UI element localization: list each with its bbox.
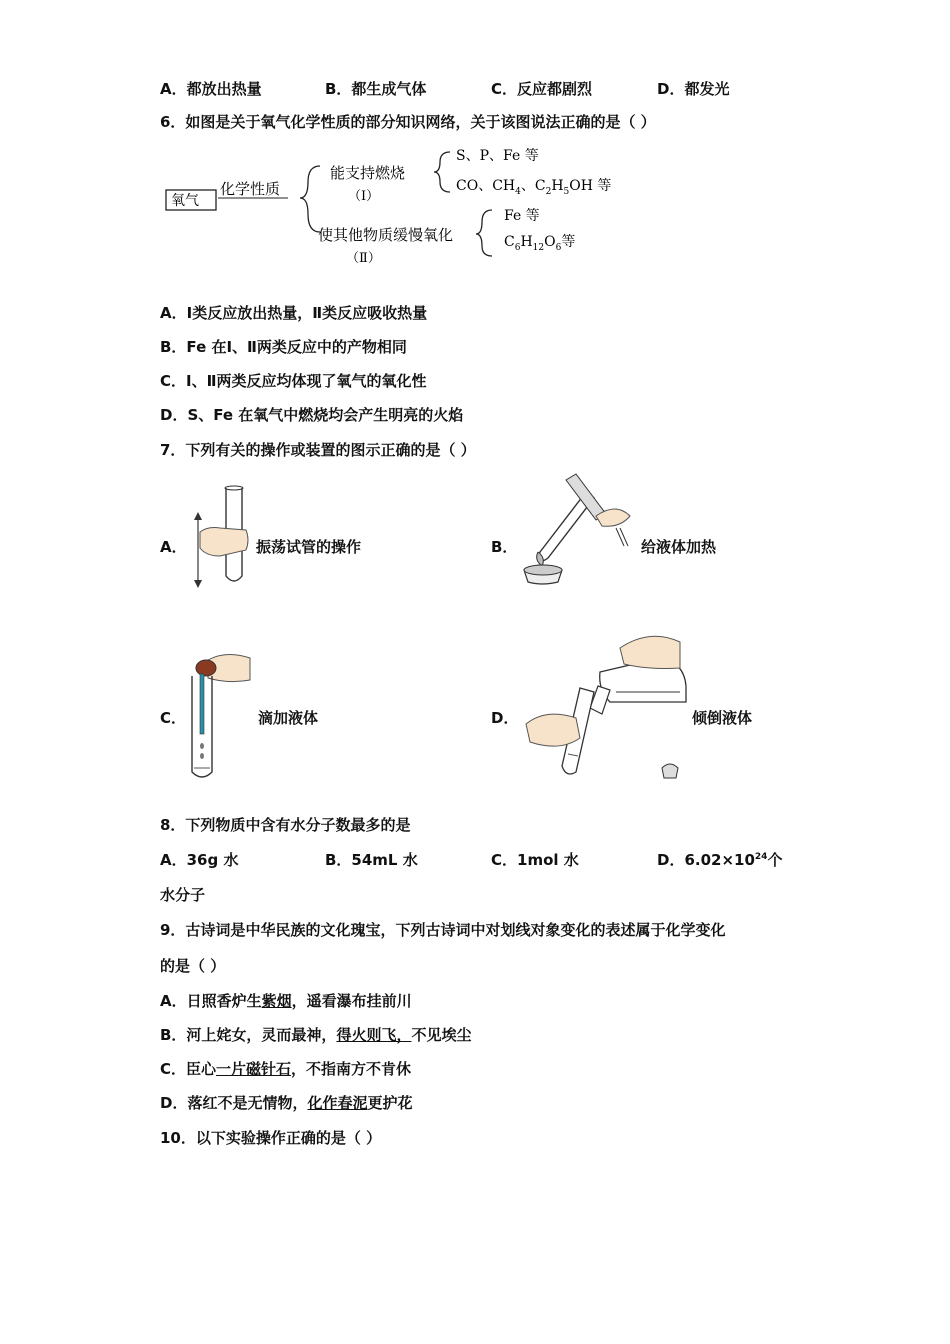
q9-option-d: D．落红不是无情物，化作春泥更护花 — [160, 1094, 413, 1112]
dropping-liquid-illustration — [188, 650, 254, 782]
q5-option-a: A．都放出热量 — [160, 80, 262, 98]
diagram-branch2-tag: （Ⅱ） — [346, 251, 381, 266]
q6-option-c: C．Ⅰ、Ⅱ两类反应均体现了氧气的氧化性 — [160, 372, 427, 390]
q7-option-d-caption: 倾倒液体 — [692, 709, 753, 727]
q9-option-c: C．臣心一片磁针石，不指南方不肯休 — [160, 1060, 412, 1078]
q8-option-c: C．1mol 水 — [491, 851, 579, 869]
pouring-liquid-illustration — [520, 628, 690, 782]
q8-option-d: D．$6.02\times 10^{24}$个 — [657, 851, 783, 869]
q9-stem-line2: 的是（ ） — [160, 957, 226, 975]
diagram-oxygen-label: 氧气 — [171, 193, 199, 209]
q7-option-c-letter: C． — [160, 709, 187, 727]
diagram-branch1-tag: （Ⅰ） — [348, 189, 380, 204]
diagram-branch1-label: 能支持燃烧 — [330, 164, 406, 182]
q6-option-d: D．S、Fe 在氧气中燃烧均会产生明亮的火焰 — [160, 406, 464, 424]
heating-liquid-illustration — [516, 472, 640, 588]
q8-option-b: B．54mL 水 — [325, 851, 418, 869]
q5-option-d: D．都发光 — [657, 80, 730, 98]
q7-option-c-caption: 滴加液体 — [258, 709, 319, 727]
q7-option-b-caption: 给液体加热 — [641, 538, 717, 556]
diagram-branch2-example2: $C_6H_{12}O_6$等 — [504, 234, 576, 253]
q6-option-b: B．Fe 在Ⅰ、Ⅱ两类反应中的产物相同 — [160, 338, 407, 356]
branch1-brace — [434, 152, 450, 192]
q6-stem: 6．如图是关于氧气化学性质的部分知识网络，关于该图说法正确的是（ ） — [160, 113, 656, 131]
q5-option-c: C．反应都剧烈 — [491, 80, 593, 98]
q5-option-b: B．都生成气体 — [325, 80, 427, 98]
q9-option-a: A．日照香炉生紫烟，遥看瀑布挂前川 — [160, 992, 412, 1010]
shaking-test-tube-illustration — [186, 484, 256, 590]
q10-stem: 10．以下实验操作正确的是（ ） — [160, 1129, 382, 1147]
diagram-branch2-label: 使其他物质缓慢氧化 — [318, 226, 454, 244]
diagram-chem-prop-label: 化学性质 — [220, 180, 281, 198]
q7-option-a-letter: A． — [160, 538, 187, 556]
q9-option-b: B．河上姹女，灵而最神，得火则飞，不见埃尘 — [160, 1026, 472, 1044]
diagram-branch1-example1: S、P、Fe 等 — [456, 148, 539, 164]
q8-stem: 8．下列物质中含有水分子数最多的是 — [160, 816, 411, 834]
q8-option-a: A．36g 水 — [160, 851, 239, 869]
q7-stem: 7．下列有关的操作或装置的图示正确的是（ ） — [160, 441, 476, 459]
q8-option-d-wrap: 水分子 — [160, 886, 206, 904]
branch2-brace — [476, 210, 492, 256]
oxygen-knowledge-network-diagram — [160, 142, 640, 272]
q9-stem-line1: 9．古诗词是中华民族的文化瑰宝，下列古诗词中对划线对象变化的表述属于化学变化 — [160, 921, 726, 939]
diagram-branch1-example2: CO、$CH_4$、$C_2H_5OH$ 等 — [456, 178, 612, 197]
q7-option-b-letter: B． — [491, 538, 518, 556]
q6-option-a: A．Ⅰ类反应放出热量，Ⅱ类反应吸收热量 — [160, 304, 428, 322]
diagram-branch2-example1: Fe 等 — [504, 208, 540, 224]
main-brace — [300, 166, 320, 232]
q7-option-d-letter: D． — [491, 709, 519, 727]
q7-option-a-caption: 振荡试管的操作 — [256, 538, 362, 556]
